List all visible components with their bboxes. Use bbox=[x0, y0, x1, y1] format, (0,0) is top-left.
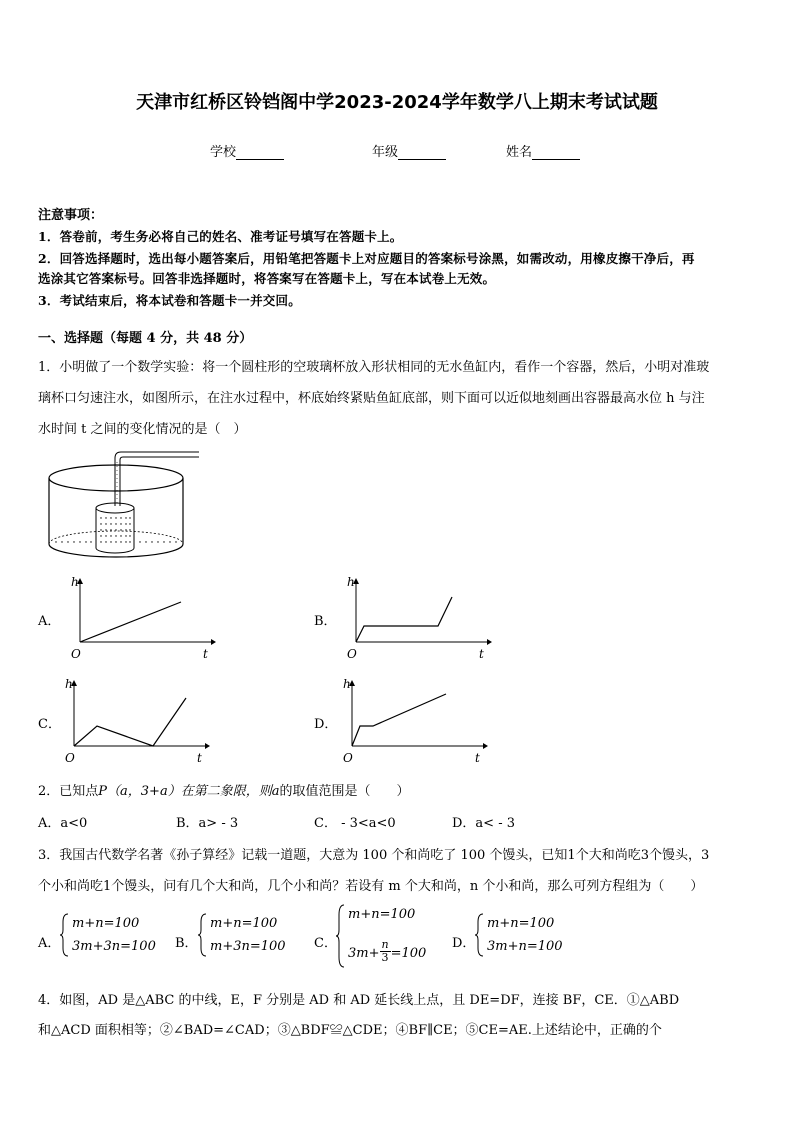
axis-h: h bbox=[347, 575, 355, 589]
q1-line: 1．小明做了一个数学实验：将一个圆柱形的空玻璃杯放入形状相同的无水鱼缸内，看作一个容器，然后，小明对准玻 bbox=[38, 360, 710, 375]
q2-stem: 2．已知点P（a，3+a）在第二象限，则a的取值范围是（ ） bbox=[38, 784, 410, 799]
axis-t: t bbox=[203, 647, 208, 661]
axis-t: t bbox=[475, 751, 480, 765]
notes-heading: 注意事项： bbox=[38, 208, 104, 223]
aquarium-figure bbox=[44, 448, 204, 562]
q4-line: 4．如图，AD 是△ABC 的中线，E，F 分别是 AD 和 AD 延长线上点，且 DE=DF，连接 BF，CE．①△ABD bbox=[38, 993, 680, 1008]
q1-graph-c bbox=[60, 676, 210, 766]
page-title: 天津市红桥区铃铛阁中学2023-2024学年数学八上期末考试试题 bbox=[136, 92, 658, 113]
q1-option-a-label[interactable]: A． bbox=[38, 614, 61, 629]
name-field[interactable] bbox=[506, 141, 580, 160]
q1-graph-d bbox=[338, 676, 488, 766]
q2-option-a[interactable]: A．a<0 bbox=[38, 816, 88, 831]
name-label: 姓名 bbox=[506, 145, 533, 160]
q1-option-c-label[interactable]: C． bbox=[38, 717, 61, 732]
q1-option-d-label[interactable]: D． bbox=[314, 717, 338, 732]
origin: O bbox=[65, 751, 75, 765]
school-label: 学校 bbox=[210, 145, 237, 160]
q3-option-a-label[interactable]: A． bbox=[38, 936, 61, 951]
q3-line: 3．我国古代数学名著《孙子算经》记载一道题，大意为 100 个和尚吃了 100 个馒头，已知1个大和尚吃3个馒头，3 bbox=[38, 848, 710, 863]
q3-option-c-label[interactable]: C． bbox=[314, 936, 337, 951]
q1-graph-a bbox=[66, 574, 216, 664]
q3-option-b-label[interactable]: B． bbox=[175, 936, 198, 951]
note-line: 2．回答选择题时，选出每小题答案后，用铅笔把答题卡上对应题目的答案标号涂黑，如需改动，用橡皮擦干净后，再 bbox=[38, 251, 695, 266]
axis-t: t bbox=[479, 647, 484, 661]
note-line: 3．考试结束后，将本试卷和答题卡一并交回。 bbox=[38, 293, 301, 308]
note-line: 1．答卷前，考生务必将自己的姓名、准考证号填写在答题卡上。 bbox=[38, 229, 403, 244]
school-field[interactable] bbox=[210, 141, 284, 160]
note-line: 选涂其它答案标号。回答非选择题时，将答案写在答题卡上，写在本试卷上无效。 bbox=[38, 271, 496, 286]
axis-h: h bbox=[65, 677, 73, 691]
q3-line: 个小和尚吃1个馒头，问有几个大和尚，几个小和尚？若设有 m 个大和尚，n 个小和尚，那么可列方程组为（ ） bbox=[38, 879, 704, 894]
origin: O bbox=[343, 751, 353, 765]
axis-h: h bbox=[71, 575, 79, 589]
q1-line: 水时间 t 之间的变化情况的是（ ） bbox=[38, 422, 247, 437]
q2-option-b[interactable]: B．a> - 3 bbox=[176, 816, 239, 831]
q2-option-d[interactable]: D．a< - 3 bbox=[452, 816, 515, 831]
grade-label: 年级 bbox=[372, 145, 399, 160]
q4-line: 和△ACD 面积相等；②∠BAD=∠CAD；③△BDF≌△CDE；④BF∥CE；⑤CE=AE.上述结论中，正确的个 bbox=[38, 1023, 662, 1038]
origin: O bbox=[71, 647, 81, 661]
q3-option-d-label[interactable]: D． bbox=[452, 936, 476, 951]
q1-line: 璃杯口匀速注水，如图所示，在注水过程中，杯底始终紧贴鱼缸底部，则下面可以近似地刻画出容器最高水位 h 与注 bbox=[38, 391, 705, 406]
axis-t: t bbox=[197, 751, 202, 765]
origin: O bbox=[347, 647, 357, 661]
grade-field[interactable] bbox=[372, 141, 446, 160]
axis-h: h bbox=[343, 677, 351, 691]
section-heading: 一、选择题（每题 4 分，共 48 分） bbox=[38, 331, 253, 346]
q1-option-b-label[interactable]: B． bbox=[314, 614, 337, 629]
q2-option-c[interactable]: C． - 3<a<0 bbox=[314, 816, 396, 831]
q1-graph-b bbox=[342, 574, 492, 664]
